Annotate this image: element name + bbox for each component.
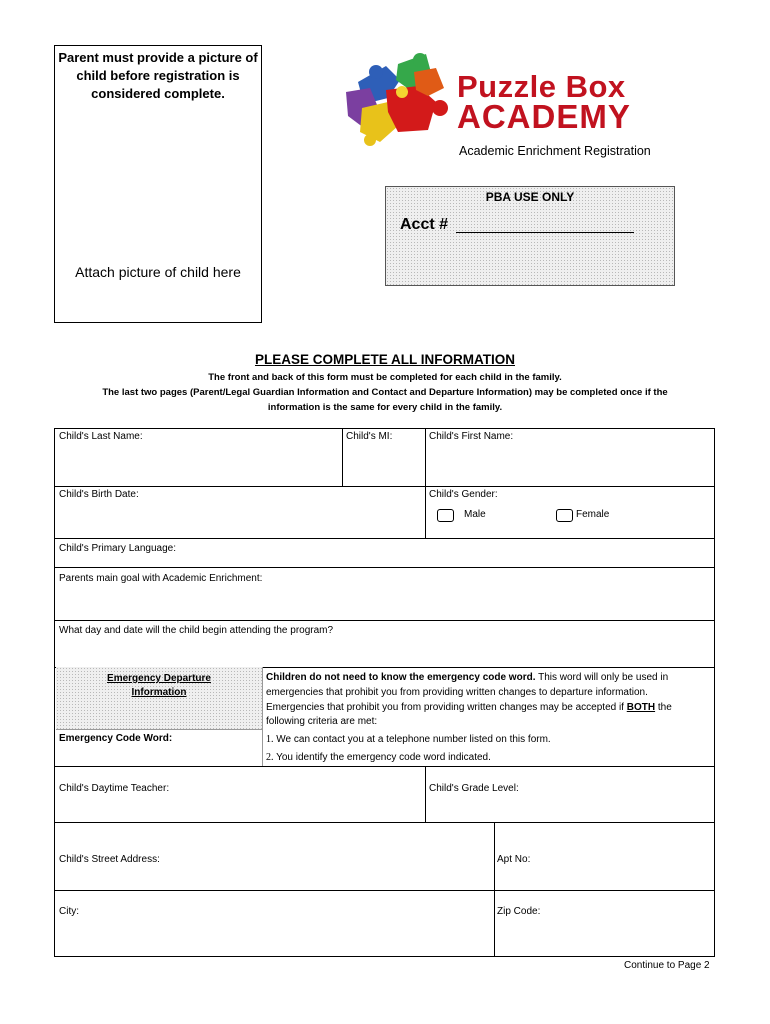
puzzle-pieces-logo — [340, 46, 455, 148]
emergency-code-field[interactable]: Emergency Code Word: — [59, 733, 173, 744]
emergency-bold-note: Children do not need to know the emergency code word. — [266, 672, 536, 683]
form-subtitle: Academic Enrichment Registration — [459, 144, 651, 158]
start-date-field[interactable]: What day and date will the child begin attending the program? — [59, 625, 334, 636]
female-label: Female — [576, 509, 610, 520]
emergency-both: BOTH — [626, 701, 656, 713]
zip-code-field[interactable]: Zip Code: — [497, 906, 541, 917]
emergency-text-4: following criteria are met: — [266, 716, 378, 728]
emergency-text-2: emergencies that prohibit you from providing written changes to departure information. — [266, 686, 648, 698]
criteria-1: We can contact you at a telephone number listed on this form. — [276, 734, 551, 746]
acct-number-field[interactable] — [456, 232, 634, 233]
emergency-text-1: This word will only be used in — [535, 672, 669, 683]
primary-language-field[interactable]: Child's Primary Language: — [59, 543, 176, 554]
continue-to-page-2: Continue to Page 2 — [624, 960, 710, 971]
female-checkbox[interactable] — [556, 509, 573, 522]
instruction-3: information is the same for every child in the family. — [267, 402, 503, 413]
page-title: PLEASE COMPLETE ALL INFORMATION — [254, 352, 515, 367]
photo-attach-label: Attach picture of child here — [75, 264, 241, 280]
first-name-field[interactable]: Child's First Name: — [429, 431, 514, 442]
brand-academy: ACADEMY — [457, 98, 631, 135]
criteria-2: You identify the emergency code word indicated. — [276, 751, 491, 763]
mi-field[interactable]: Child's MI: — [346, 431, 393, 442]
emergency-text-3b: the — [655, 701, 672, 713]
main-goal-field[interactable]: Parents main goal with Academic Enrichment: — [59, 573, 263, 584]
emergency-text-3a: Emergencies that prohibit you from providing written changes may be accepted if — [266, 701, 627, 713]
street-address-field[interactable]: Child's Street Address: — [59, 854, 160, 865]
male-label: Male — [464, 509, 486, 520]
emergency-departure-heading — [56, 672, 262, 700]
puzzle-pieces-icon — [346, 53, 448, 146]
daytime-teacher-field[interactable]: Child's Daytime Teacher: — [59, 783, 170, 794]
male-checkbox[interactable] — [437, 509, 454, 522]
criteria-2-number: 2. — [266, 751, 274, 763]
grade-level-field[interactable]: Child's Grade Level: — [429, 783, 519, 794]
emergency-heading-line1: Emergency Departure — [107, 673, 211, 684]
last-name-field[interactable]: Child's Last Name: — [59, 431, 143, 442]
instruction-2: The last two pages (Parent/Legal Guardian Information and Contact and Departure Information) may be completed once if the — [102, 387, 668, 398]
brand-name: Puzzle Box — [457, 69, 626, 104]
photo-note: Parent must provide a picture of child before registration is considered complete. — [58, 50, 258, 101]
pba-use-only-title: PBA USE ONLY — [485, 190, 575, 204]
birth-date-field[interactable]: Child's Birth Date: — [59, 489, 139, 500]
acct-label: Acct # — [400, 216, 449, 233]
criteria-1-number: 1. — [266, 734, 274, 746]
gender-label: Child's Gender: — [429, 489, 498, 500]
instruction-1: The front and back of this form must be completed for each child in the family. — [208, 372, 562, 383]
apt-no-field[interactable]: Apt No: — [497, 854, 531, 865]
emergency-instructions — [266, 671, 706, 766]
city-field[interactable]: City: — [59, 906, 79, 917]
emergency-heading-line2: Information — [131, 687, 187, 698]
